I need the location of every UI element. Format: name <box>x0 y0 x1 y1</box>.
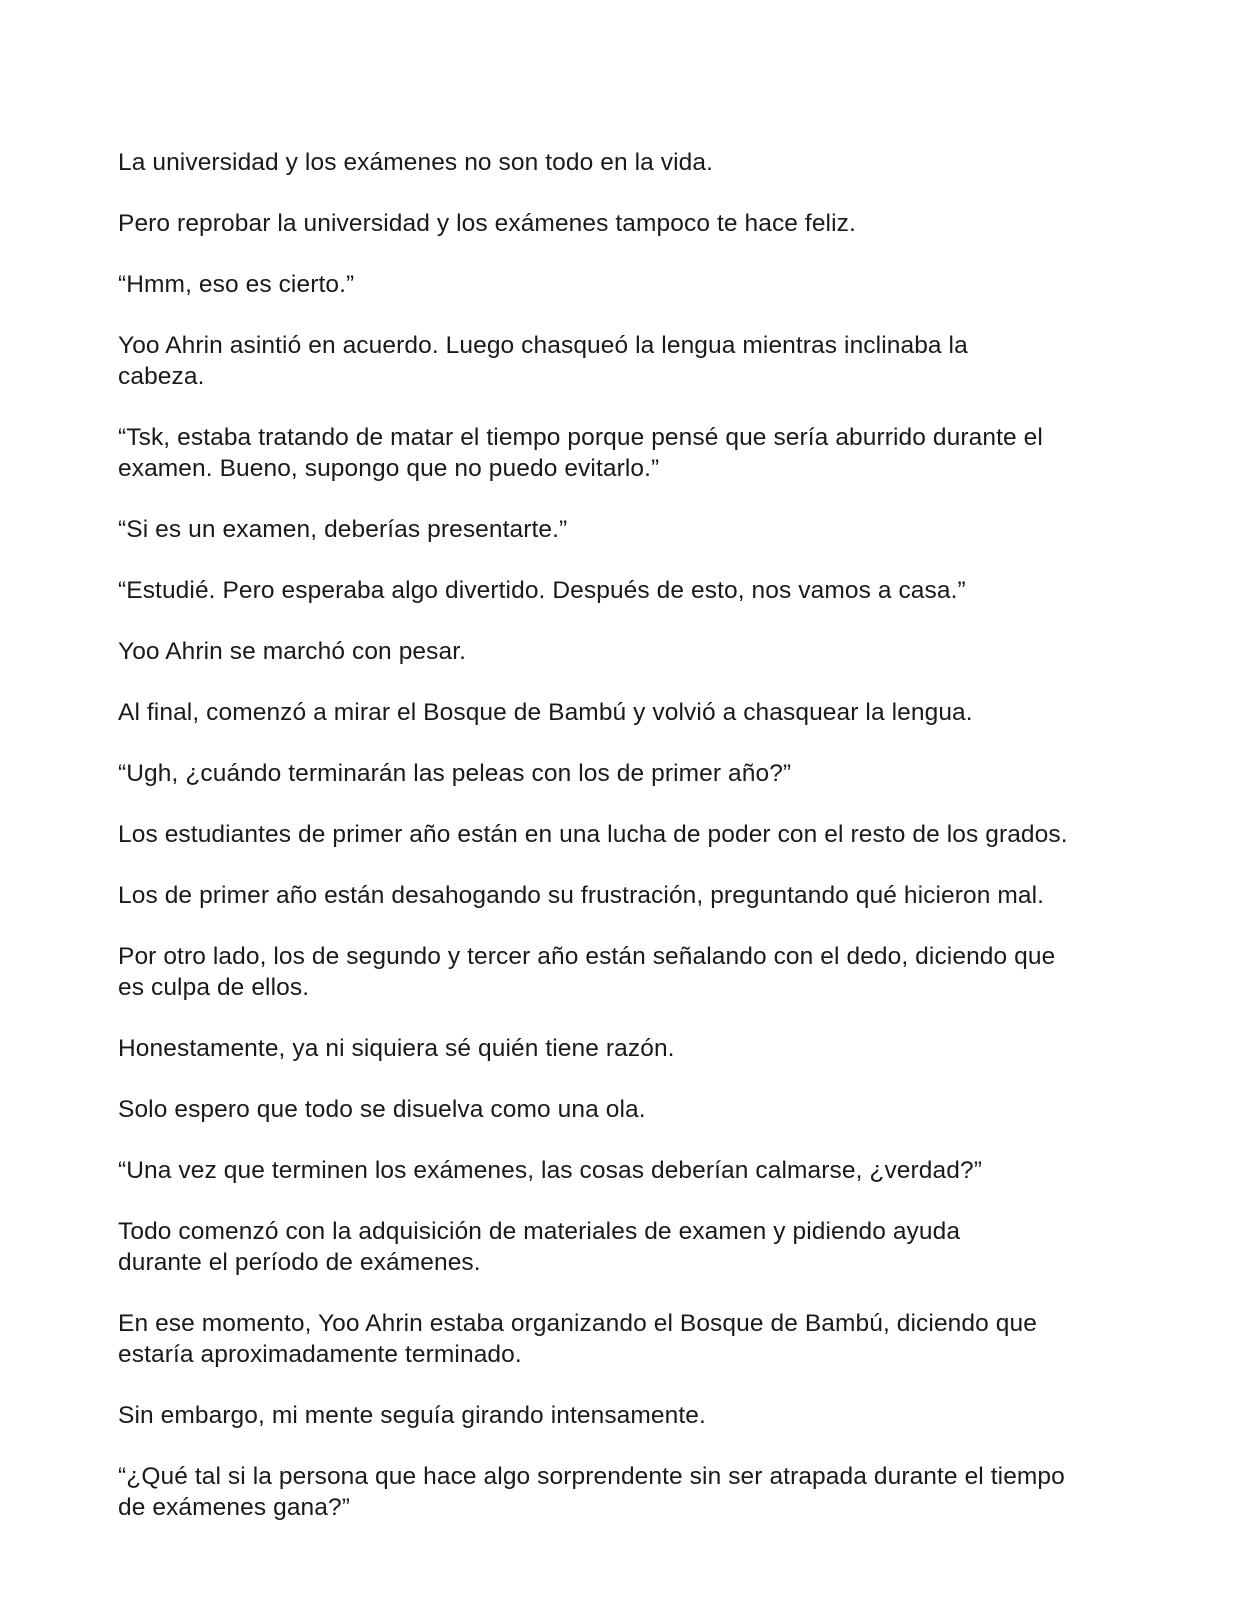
paragraph: Al final, comenzó a mirar el Bosque de Bambú y volvió a chasquear la lengua. <box>118 699 973 726</box>
paragraph: La universidad y los exámenes no son todo en la vida. <box>118 149 714 176</box>
paragraph: “Estudié. Pero esperaba algo divertido. Después de esto, nos vamos a casa.” <box>118 577 966 604</box>
paragraph: “¿Qué tal si la persona que hace algo sorprendente sin ser atrapada durante el tiempo de exámenes gana?” <box>118 1463 1065 1521</box>
paragraph: Yoo Ahrin asintió en acuerdo. Luego chasqueó la lengua mientras inclinaba la cabeza. <box>118 332 968 390</box>
document-body <box>118 147 1118 1553</box>
paragraph: Todo comenzó con la adquisición de materiales de examen y pidiendo ayuda durante el período de exámenes. <box>118 1218 961 1276</box>
paragraph: Honestamente, ya ni siquiera sé quién tiene razón. <box>118 1035 675 1062</box>
paragraph: Yoo Ahrin se marchó con pesar. <box>118 638 467 665</box>
paragraph: Los de primer año están desahogando su frustración, preguntando qué hicieron mal. <box>118 882 1045 909</box>
paragraph: Solo espero que todo se disuelva como una ola. <box>118 1096 646 1123</box>
paragraph: “Ugh, ¿cuándo terminarán las peleas con los de primer año?” <box>118 760 792 787</box>
paragraph: “Hmm, eso es cierto.” <box>118 271 355 298</box>
paragraph: “Una vez que terminen los exámenes, las cosas deberían calmarse, ¿verdad?” <box>118 1157 982 1184</box>
paragraph: Por otro lado, los de segundo y tercer año están señalando con el dedo, diciendo que es culpa de ellos. <box>118 943 1056 1001</box>
paragraph: “Si es un examen, deberías presentarte.” <box>118 516 568 543</box>
paragraph: Los estudiantes de primer año están en una lucha de poder con el resto de los grados. <box>118 821 1068 848</box>
paragraph: Sin embargo, mi mente seguía girando intensamente. <box>118 1402 706 1429</box>
paragraph: “Tsk, estaba tratando de matar el tiempo porque pensé que sería aburrido durante el examen. Bueno, supongo que no puedo evitarlo.” <box>118 424 1043 482</box>
paragraph: Pero reprobar la universidad y los exámenes tampoco te hace feliz. <box>118 210 856 237</box>
paragraph: En ese momento, Yoo Ahrin estaba organizando el Bosque de Bambú, diciendo que estaría aproximadamente terminado. <box>118 1310 1037 1368</box>
